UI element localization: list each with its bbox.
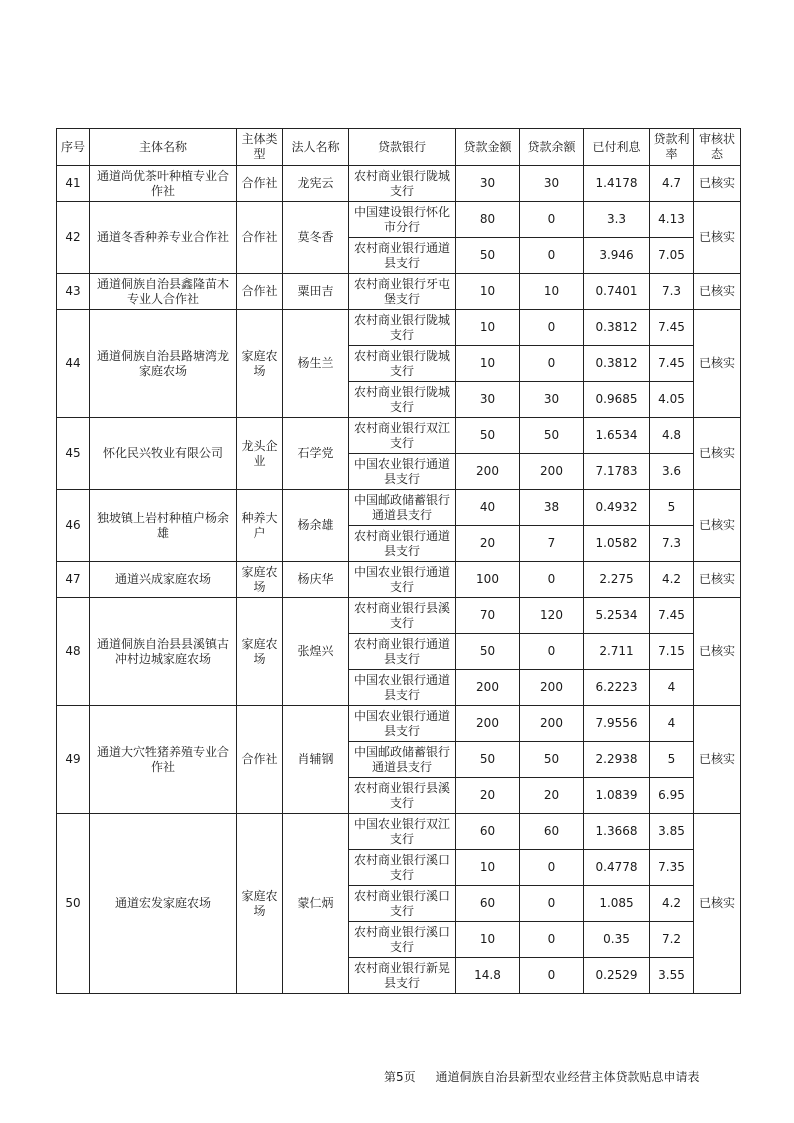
cell-bank: 农村商业银行县溪支行	[349, 598, 456, 634]
table-row	[57, 202, 741, 238]
cell-interest-paid: 1.085	[584, 886, 650, 922]
cell-interest-paid: 3.946	[584, 238, 650, 274]
cell-rate: 4	[650, 706, 694, 742]
cell-legal-person: 张煌兴	[283, 598, 349, 706]
cell-amount: 40	[456, 490, 520, 526]
cell-balance: 20	[520, 778, 584, 814]
cell-rate: 4.8	[650, 418, 694, 454]
cell-legal-person: 杨余雄	[283, 490, 349, 562]
table-row	[57, 166, 741, 202]
cell-bank: 农村商业银行通道县支行	[349, 634, 456, 670]
cell-rate: 4.13	[650, 202, 694, 238]
cell-rate: 5	[650, 490, 694, 526]
cell-balance: 50	[520, 742, 584, 778]
cell-status: 已核实	[694, 490, 741, 562]
cell-bank: 农村商业银行县溪支行	[349, 778, 456, 814]
cell-bank: 农村商业银行溪口支行	[349, 886, 456, 922]
cell-interest-paid: 0.35	[584, 922, 650, 958]
cell-amount: 200	[456, 670, 520, 706]
cell-entity-type: 家庭农场	[237, 310, 283, 418]
cell-interest-paid: 0.7401	[584, 274, 650, 310]
cell-entity-name: 通道尚优茶叶种植专业合作社	[90, 166, 237, 202]
table-row	[57, 562, 741, 598]
cell-balance: 7	[520, 526, 584, 562]
cell-entity-type: 家庭农场	[237, 598, 283, 706]
document-title: 通道侗族自治县新型农业经营主体贷款贴息申请表	[435, 1070, 700, 1084]
cell-entity-type: 龙头企业	[237, 418, 283, 490]
cell-balance: 0	[520, 202, 584, 238]
cell-bank: 农村商业银行通道县支行	[349, 526, 456, 562]
cell-interest-paid: 0.4932	[584, 490, 650, 526]
header-legal-person: 法人名称	[283, 129, 349, 166]
header-entity-name: 主体名称	[90, 129, 237, 166]
cell-entity-name: 怀化民兴牧业有限公司	[90, 418, 237, 490]
cell-interest-paid: 0.3812	[584, 310, 650, 346]
cell-interest-paid: 0.9685	[584, 382, 650, 418]
cell-interest-paid: 7.9556	[584, 706, 650, 742]
cell-balance: 60	[520, 814, 584, 850]
cell-interest-paid: 2.275	[584, 562, 650, 598]
cell-balance: 200	[520, 670, 584, 706]
cell-amount: 100	[456, 562, 520, 598]
cell-entity-name: 独坡镇上岩村种植户杨余雄	[90, 490, 237, 562]
table-row	[57, 814, 741, 850]
cell-rate: 5	[650, 742, 694, 778]
cell-balance: 0	[520, 310, 584, 346]
cell-balance: 0	[520, 562, 584, 598]
cell-bank: 中国农业银行通道支行	[349, 562, 456, 598]
cell-amount: 10	[456, 346, 520, 382]
cell-legal-person: 杨生兰	[283, 310, 349, 418]
cell-balance: 0	[520, 634, 584, 670]
cell-balance: 50	[520, 418, 584, 454]
table-row	[57, 418, 741, 454]
cell-bank: 农村商业银行通道县支行	[349, 238, 456, 274]
cell-seq: 46	[57, 490, 90, 562]
cell-seq: 47	[57, 562, 90, 598]
cell-status: 已核实	[694, 418, 741, 490]
cell-entity-name: 通道侗族自治县县溪镇古冲村边城家庭农场	[90, 598, 237, 706]
header-row	[57, 129, 741, 166]
cell-status: 已核实	[694, 310, 741, 418]
cell-amount: 50	[456, 742, 520, 778]
cell-seq: 43	[57, 274, 90, 310]
cell-interest-paid: 2.711	[584, 634, 650, 670]
cell-amount: 60	[456, 814, 520, 850]
cell-legal-person: 石学党	[283, 418, 349, 490]
cell-status: 已核实	[694, 706, 741, 814]
cell-bank: 中国建设银行怀化市分行	[349, 202, 456, 238]
table-row	[57, 274, 741, 310]
cell-interest-paid: 5.2534	[584, 598, 650, 634]
header-entity-type: 主体类型	[237, 129, 283, 166]
cell-entity-type: 合作社	[237, 274, 283, 310]
cell-legal-person: 龙宪云	[283, 166, 349, 202]
cell-rate: 3.55	[650, 958, 694, 994]
header-bank: 贷款银行	[349, 129, 456, 166]
cell-status: 已核实	[694, 814, 741, 994]
header-amount: 贷款金额	[456, 129, 520, 166]
table-row	[57, 598, 741, 634]
cell-amount: 200	[456, 454, 520, 490]
cell-entity-type: 合作社	[237, 706, 283, 814]
cell-entity-type: 家庭农场	[237, 814, 283, 994]
cell-bank: 农村商业银行陇城支行	[349, 346, 456, 382]
header-interest-paid: 已付利息	[584, 129, 650, 166]
cell-bank: 中国农业银行通道县支行	[349, 454, 456, 490]
cell-rate: 4.7	[650, 166, 694, 202]
cell-rate: 7.45	[650, 598, 694, 634]
cell-bank: 中国农业银行通道县支行	[349, 670, 456, 706]
cell-amount: 50	[456, 634, 520, 670]
cell-legal-person: 杨庆华	[283, 562, 349, 598]
cell-status: 已核实	[694, 598, 741, 706]
cell-bank: 中国农业银行双江支行	[349, 814, 456, 850]
page-footer	[384, 1068, 699, 1085]
cell-status: 已核实	[694, 562, 741, 598]
cell-amount: 60	[456, 886, 520, 922]
cell-entity-name: 通道侗族自治县路塘湾龙家庭农场	[90, 310, 237, 418]
cell-interest-paid: 7.1783	[584, 454, 650, 490]
cell-legal-person: 蒙仁炳	[283, 814, 349, 994]
cell-bank: 农村商业银行溪口支行	[349, 850, 456, 886]
cell-rate: 7.45	[650, 346, 694, 382]
table-row	[57, 706, 741, 742]
cell-bank: 农村商业银行陇城支行	[349, 166, 456, 202]
cell-bank: 农村商业银行溪口支行	[349, 922, 456, 958]
cell-balance: 0	[520, 922, 584, 958]
cell-bank: 中国邮政储蓄银行通道县支行	[349, 742, 456, 778]
cell-bank: 中国邮政储蓄银行通道县支行	[349, 490, 456, 526]
cell-bank: 农村商业银行新晃县支行	[349, 958, 456, 994]
cell-balance: 30	[520, 382, 584, 418]
cell-rate: 3.6	[650, 454, 694, 490]
cell-status: 已核实	[694, 202, 741, 274]
cell-legal-person: 莫冬香	[283, 202, 349, 274]
cell-interest-paid: 2.2938	[584, 742, 650, 778]
cell-legal-person: 肖辅钢	[283, 706, 349, 814]
cell-interest-paid: 3.3	[584, 202, 650, 238]
cell-interest-paid: 1.0839	[584, 778, 650, 814]
cell-balance: 200	[520, 706, 584, 742]
cell-interest-paid: 6.2223	[584, 670, 650, 706]
cell-amount: 70	[456, 598, 520, 634]
cell-rate: 4.2	[650, 562, 694, 598]
cell-amount: 20	[456, 526, 520, 562]
cell-seq: 48	[57, 598, 90, 706]
loan-subsidy-table	[56, 128, 741, 994]
cell-amount: 10	[456, 310, 520, 346]
table-row	[57, 490, 741, 526]
cell-rate: 7.05	[650, 238, 694, 274]
cell-balance: 0	[520, 850, 584, 886]
cell-bank: 农村商业银行陇城支行	[349, 310, 456, 346]
cell-rate: 7.15	[650, 634, 694, 670]
cell-seq: 44	[57, 310, 90, 418]
cell-interest-paid: 1.3668	[584, 814, 650, 850]
cell-seq: 45	[57, 418, 90, 490]
cell-amount: 200	[456, 706, 520, 742]
table-row	[57, 310, 741, 346]
cell-bank: 农村商业银行陇城支行	[349, 382, 456, 418]
cell-interest-paid: 0.4778	[584, 850, 650, 886]
cell-amount: 10	[456, 850, 520, 886]
cell-legal-person: 粟田吉	[283, 274, 349, 310]
cell-seq: 41	[57, 166, 90, 202]
cell-bank: 农村商业银行双江支行	[349, 418, 456, 454]
cell-rate: 4.2	[650, 886, 694, 922]
cell-balance: 0	[520, 346, 584, 382]
cell-seq: 42	[57, 202, 90, 274]
cell-amount: 30	[456, 382, 520, 418]
cell-balance: 38	[520, 490, 584, 526]
cell-rate: 4.05	[650, 382, 694, 418]
cell-status: 已核实	[694, 274, 741, 310]
cell-rate: 7.45	[650, 310, 694, 346]
cell-amount: 10	[456, 274, 520, 310]
cell-rate: 7.2	[650, 922, 694, 958]
table-body	[57, 166, 741, 994]
cell-interest-paid: 1.6534	[584, 418, 650, 454]
cell-amount: 80	[456, 202, 520, 238]
cell-seq: 50	[57, 814, 90, 994]
cell-balance: 120	[520, 598, 584, 634]
cell-entity-name: 通道兴成家庭农场	[90, 562, 237, 598]
page-number: 第5页	[384, 1070, 416, 1084]
header-rate: 贷款利率	[650, 129, 694, 166]
cell-interest-paid: 0.2529	[584, 958, 650, 994]
cell-rate: 6.95	[650, 778, 694, 814]
cell-balance: 200	[520, 454, 584, 490]
cell-rate: 7.3	[650, 526, 694, 562]
header-status: 审核状态	[694, 129, 741, 166]
cell-interest-paid: 1.4178	[584, 166, 650, 202]
cell-amount: 14.8	[456, 958, 520, 994]
cell-entity-name: 通道大穴牲猪养殖专业合作社	[90, 706, 237, 814]
header-seq: 序号	[57, 129, 90, 166]
header-balance: 贷款余额	[520, 129, 584, 166]
cell-interest-paid: 0.3812	[584, 346, 650, 382]
cell-entity-name: 通道宏发家庭农场	[90, 814, 237, 994]
cell-amount: 20	[456, 778, 520, 814]
cell-balance: 0	[520, 958, 584, 994]
cell-balance: 10	[520, 274, 584, 310]
cell-entity-name: 通道侗族自治县鑫隆苗木专业人合作社	[90, 274, 237, 310]
cell-amount: 50	[456, 238, 520, 274]
cell-seq: 49	[57, 706, 90, 814]
cell-balance: 0	[520, 886, 584, 922]
cell-amount: 30	[456, 166, 520, 202]
cell-bank: 农村商业银行牙屯堡支行	[349, 274, 456, 310]
cell-entity-type: 合作社	[237, 202, 283, 274]
cell-status: 已核实	[694, 166, 741, 202]
cell-rate: 4	[650, 670, 694, 706]
cell-rate: 7.3	[650, 274, 694, 310]
cell-rate: 3.85	[650, 814, 694, 850]
cell-rate: 7.35	[650, 850, 694, 886]
cell-balance: 0	[520, 238, 584, 274]
cell-amount: 10	[456, 922, 520, 958]
cell-entity-type: 合作社	[237, 166, 283, 202]
cell-amount: 50	[456, 418, 520, 454]
cell-entity-type: 家庭农场	[237, 562, 283, 598]
cell-entity-name: 通道冬香种养专业合作社	[90, 202, 237, 274]
cell-interest-paid: 1.0582	[584, 526, 650, 562]
cell-entity-type: 种养大户	[237, 490, 283, 562]
cell-balance: 30	[520, 166, 584, 202]
cell-bank: 中国农业银行通道县支行	[349, 706, 456, 742]
